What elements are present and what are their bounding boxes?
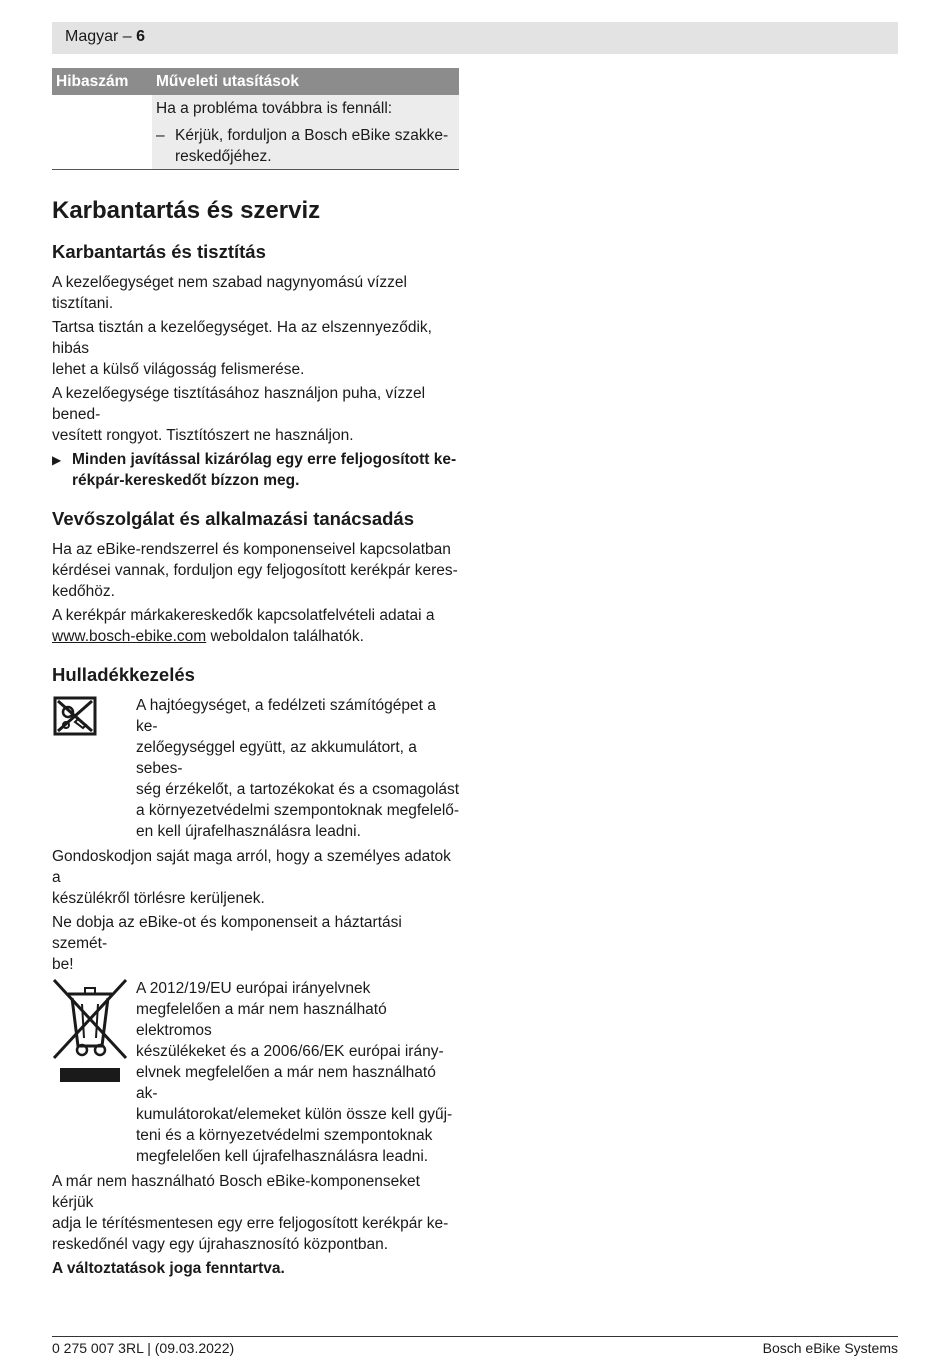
- disposal-p1-line2: készülékről törlésre kerüljenek.: [52, 890, 265, 907]
- service-p1: [52, 539, 460, 602]
- disposal-p2-line1: Ne dobja az eBike-ot és komponenseit a háztartási szemét-: [52, 914, 402, 952]
- disposal-1-line2: zelőegységgel együtt, az akkumulátort, a sebes-: [136, 739, 417, 777]
- disposal-p1: [52, 846, 460, 909]
- error-code-cell: [52, 95, 152, 170]
- triangle-bullet-icon: ▶: [52, 453, 62, 467]
- disposal-2-line5: kumulátorokat/elemeket külön össze kell gyűj-: [136, 1106, 453, 1123]
- maintenance-p3-line2: vesített rongyot. Tisztítószert ne használjon.: [52, 427, 354, 444]
- disposal-2-line4: elvnek megfelelően a már nem használható ak-: [136, 1064, 436, 1102]
- rights-reserved: A változtatások joga fenntartva.: [52, 1260, 285, 1277]
- dash-item-text: [175, 125, 448, 167]
- instruction-dash-item: [156, 125, 455, 167]
- section-title: Karbantartás és szerviz: [52, 197, 321, 224]
- service-p1-line3: kedőhöz.: [52, 583, 115, 600]
- maintenance-p2-line1: Tartsa tisztán a kezelőegységet. Ha az elszennyeződik, hibás: [52, 319, 432, 357]
- bosch-ebike-link[interactable]: www.bosch-ebike.com: [52, 628, 207, 645]
- disposal-p3-line2: adja le térítésmentesen egy erre feljogosított kerékpár ke-: [52, 1215, 449, 1232]
- disposal-1-line5: en kell újrafelhasználásra leadni.: [136, 823, 361, 840]
- disposal-1-line4: a környezetvédelmi szempontoknak megfelelő-: [136, 802, 460, 819]
- maintenance-p1: A kezelőegységet nem szabad nagynyomású vízzel tisztítani.: [52, 274, 407, 312]
- service-p2: [52, 605, 460, 647]
- maintenance-p3-line1: A kezelőegysége tisztításához használjon puha, vízzel bened-: [52, 385, 426, 423]
- column-header-error-code: Hibaszám: [52, 68, 152, 95]
- disposal-2-line1: A 2012/19/EU európai irányelvnek: [136, 980, 371, 997]
- maintenance-heading: Karbantartás és tisztítás: [52, 241, 266, 262]
- maintenance-p2: [52, 317, 460, 380]
- warning-line2: rékpár-kereskedőt bízzon meg.: [72, 472, 300, 489]
- table-header-row: [52, 68, 459, 95]
- page-number: 6: [136, 28, 146, 45]
- footer-divider: [52, 1336, 898, 1337]
- service-heading: Vevőszolgálat és alkalmazási tanácsadás: [52, 508, 414, 529]
- crossed-bin-icon: [52, 978, 136, 1167]
- disposal-p2-line2: be!: [52, 956, 74, 973]
- warning-line1: Minden javítással kizárólag egy erre feljogosított ke-: [72, 451, 457, 468]
- disposal-2-line3: készülékeket és a 2006/66/EK európai irány-: [136, 1043, 444, 1060]
- disposal-p3: [52, 1171, 460, 1255]
- instructions-cell: [152, 95, 459, 170]
- disposal-p1-line1: Gondoskodjon saját maga arról, hogy a személyes adatok a: [52, 848, 451, 886]
- service-p1-line2: kérdései vannak, forduljon egy feljogosított kerékpár keres-: [52, 562, 458, 579]
- footer-company: Bosch eBike Systems: [762, 1340, 898, 1356]
- disposal-2-line7: megfelelően kell újrafelhasználásra leadni.: [136, 1148, 429, 1165]
- no-household-waste-icon: [52, 695, 136, 842]
- column-header-instructions: Műveleti utasítások: [152, 68, 459, 95]
- disposal-p3-line1: A már nem használható Bosch eBike-komponenseket kérjük: [52, 1173, 420, 1211]
- disposal-p2: [52, 912, 460, 975]
- disposal-block-2: [52, 978, 460, 1167]
- disposal-block-1: [52, 695, 460, 842]
- maintenance-p2-line2: lehet a külső világosság felismerése.: [52, 361, 305, 378]
- service-p1-line1: Ha az eBike-rendszerrel és komponenseivel kapcsolatban: [52, 541, 451, 558]
- instruction-text: Ha a probléma továbbra is fennáll:: [156, 100, 393, 117]
- disposal-1-line3: ség érzékelőt, a tartozékokat és a csomagolást: [136, 781, 460, 798]
- page-header: [52, 22, 898, 54]
- header-language: Magyar –: [65, 28, 132, 45]
- disposal-heading: Hulladékkezelés: [52, 664, 195, 685]
- disposal-2-line2: megfelelően a már nem használható elektromos: [136, 1001, 387, 1039]
- maintenance-p3: [52, 383, 460, 446]
- dash-bullet: –: [156, 127, 165, 144]
- disposal-2-line6: teni és a környezetvédelmi szempontoknak: [136, 1127, 433, 1144]
- dash-line-1: Kérjük, forduljon a Bosch eBike szakke-: [175, 127, 449, 144]
- table-row: [52, 95, 459, 170]
- repair-warning: [52, 449, 460, 491]
- disposal-p3-line3: reskedőnél vagy egy újrahasznosító központban.: [52, 1236, 389, 1253]
- main-column: [52, 68, 460, 1282]
- service-p2-line1: A kerékpár márkakereskedők kapcsolatfelvételi adatai a: [52, 607, 435, 624]
- dash-line-2: reskedőjéhez.: [175, 148, 272, 165]
- service-p2-rest: weboldalon találhatók.: [206, 628, 364, 645]
- disposal-block-1-text: [136, 695, 460, 842]
- disposal-block-2-text: [136, 978, 460, 1167]
- footer-document-id: 0 275 007 3RL | (09.03.2022): [52, 1340, 235, 1356]
- repair-warning-text: [72, 449, 456, 491]
- error-table: [52, 68, 459, 170]
- disposal-1-line1: A hajtóegységet, a fedélzeti számítógépet a ke-: [136, 697, 436, 735]
